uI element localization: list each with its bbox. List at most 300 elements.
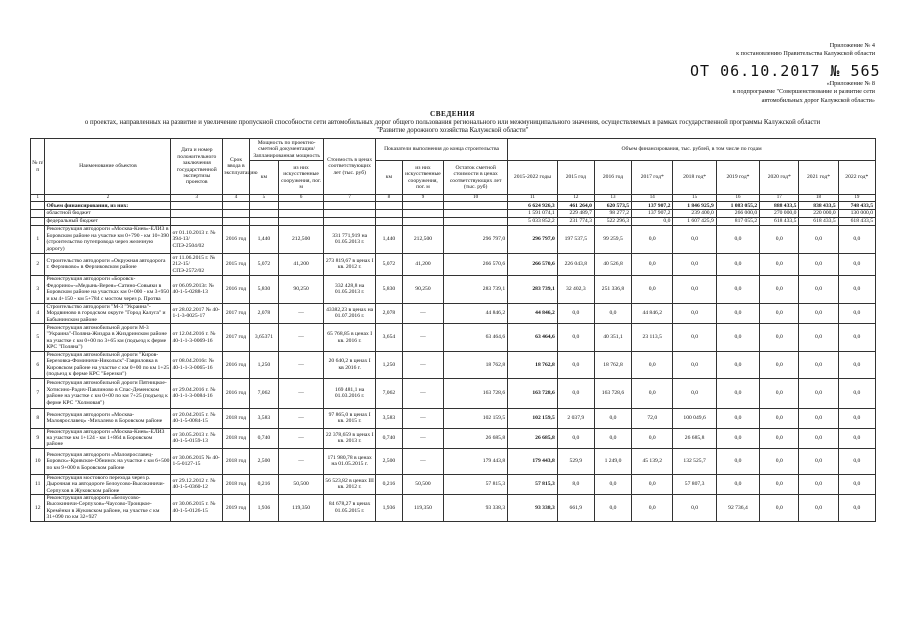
estimate-remaining: 296 797,0 — [444, 225, 508, 253]
finance-year: 26 685,8 — [673, 428, 716, 448]
commission-term: 2018 год — [223, 474, 250, 494]
summary-empty — [278, 202, 323, 210]
cost-value: 332 428,8 на 01.05.2013 г. — [324, 275, 376, 303]
finance-year: 57 807,3 — [673, 474, 716, 494]
end-km: 7,062 — [375, 378, 402, 408]
expertise-ref: от 29.12.2012 г. № 40-1-5-0360-12 — [171, 474, 223, 494]
cost-value: 20 640,2 в ценах I кв 2016 г. — [324, 352, 376, 379]
col-y2020: 2020 год* — [760, 161, 799, 195]
finance-year: 0,0 — [838, 225, 875, 253]
col-y2016: 2016 год — [594, 161, 631, 195]
finance-year: 0,0 — [632, 352, 673, 379]
end-artificial: 119,350 — [402, 495, 443, 522]
power-km: 1,440 — [249, 225, 278, 253]
summary-row — [31, 202, 876, 210]
object-name: Реконструкция автомобильной дороги М-3 "Украина"-Поляна-Жиздра в Жиздринском районе на участке с км 0+00 по 3+65 км (подъезд к ферме КРС "Поляна") — [45, 324, 171, 352]
summary-empty — [402, 202, 443, 210]
col-y2015: 2015 год — [557, 161, 594, 195]
power-artificial: 119,350 — [278, 495, 323, 522]
column-number: 5 — [249, 195, 278, 202]
summary-empty — [31, 202, 45, 210]
commission-term: 2016 год — [223, 352, 250, 379]
object-name: Реконструкция автодороги «Москва-Киев»-ЕЛИЗ в Боровском районе на участке км 0+790 - км 10+390 (строительство путепровода через железную дорогу) — [46, 226, 169, 252]
summary-value: 618 433,5 — [799, 218, 838, 226]
end-km: 1,250 — [375, 352, 402, 379]
column-number: 15 — [673, 195, 716, 202]
finance-year: 0,0 — [557, 352, 594, 379]
row-number: 3 — [31, 275, 45, 303]
summary-value: 137 907,2 — [632, 202, 673, 210]
estimate-remaining: 283 739,1 — [444, 275, 508, 303]
col-end-km: км — [375, 161, 402, 195]
summary-empty — [278, 210, 323, 218]
expertise-ref: от 12.04.2016 г. № 40-1-1-3-0069-16 — [171, 324, 223, 352]
finance-year: 92 736,4 — [716, 495, 759, 522]
finance-year: 197 537,5 — [557, 225, 594, 253]
summary-value: 0,0 — [632, 218, 673, 226]
finance-year: 0,0 — [799, 303, 838, 323]
column-number: 18 — [799, 195, 838, 202]
finance-total: 93 338,3 — [508, 495, 558, 522]
col-estimate: Остаток сметной стоимости в ценах соответствующих лет (тыс. руб) — [444, 161, 508, 195]
cost-value: 331 771,919 на 01.05.2013 г. — [324, 225, 376, 253]
power-km: 0,740 — [249, 428, 278, 448]
estimate-remaining: 179 443,8 — [444, 448, 508, 474]
col-expert: Дата и номер положительного заключения государственной экспертизы проектов — [171, 139, 223, 195]
end-km: 3,654 — [375, 324, 402, 352]
power-km: 3,583 — [249, 408, 278, 428]
summary-value: 239 400,0 — [673, 210, 716, 218]
power-artificial: — — [278, 324, 323, 352]
program-line2: к подпрограмме "Совершенствование и развитие сети — [732, 88, 875, 96]
end-artificial: 212,500 — [402, 225, 443, 253]
summary-empty — [444, 218, 508, 226]
row-number: 12 — [31, 495, 45, 522]
expertise-ref: от 30.05.2013 г. № 40-1-5-0159-13 — [171, 428, 223, 448]
column-number: 3 — [171, 195, 223, 202]
summary-empty — [278, 218, 323, 226]
row-number: 2 — [31, 253, 45, 275]
power-artificial: — — [278, 428, 323, 448]
col-km: км — [249, 161, 278, 195]
finance-year: 0,0 — [673, 324, 716, 352]
finance-total: 102 159,5 — [508, 408, 558, 428]
finance-year: 0,0 — [799, 474, 838, 494]
summary-value: 748 433,5 — [838, 202, 875, 210]
estimate-remaining: 63 464,6 — [444, 324, 508, 352]
object-name: Реконструкция автодороги «Малоярославец-Боровск»-Кривское-Обнинск на участке с км 6+500 по км 9+000 в Боровском районе — [45, 448, 171, 474]
finance-year: 0,0 — [799, 225, 838, 253]
finance-year: 0,0 — [799, 378, 838, 408]
end-artificial: 41,200 — [402, 253, 443, 275]
finance-year: 0,0 — [716, 428, 759, 448]
col-y2021: 2021 год* — [799, 161, 838, 195]
column-number: 17 — [760, 195, 799, 202]
expertise-ref: от 06.09.2013г. № 40-1-5-0288-13 — [171, 275, 223, 303]
finance-total: 179 443,8 — [508, 448, 558, 474]
finance-year: 0,0 — [838, 448, 875, 474]
finance-year: 100 049,6 — [673, 408, 716, 428]
power-artificial: — — [278, 408, 323, 428]
finance-year: 0,0 — [557, 428, 594, 448]
row-number: 7 — [31, 378, 45, 408]
finance-year: 0,0 — [673, 253, 716, 275]
column-number-row — [31, 195, 876, 202]
end-artificial: 50,500 — [402, 474, 443, 494]
row-number: 5 — [31, 324, 45, 352]
summary-empty — [444, 202, 508, 210]
finance-year: 0,0 — [673, 495, 716, 522]
appendix-sub: к постановлению Правительства Калужской области — [736, 50, 875, 58]
finance-year: 0,0 — [594, 495, 631, 522]
summary-empty — [375, 202, 402, 210]
end-km: 2,078 — [375, 303, 402, 323]
finance-year: 0,0 — [594, 474, 631, 494]
object-name: Реконструкция автодороги «Боровск-Федорино»-«Медынь-Верея»-Сатино-Совьяки в Боровском районе на участках км 0+000 - км 3+950 и км 4+150 - км 5+784 с мостом через р. Протва — [46, 276, 170, 302]
finance-year: 0,0 — [716, 303, 759, 323]
summary-value: 522 296,3 — [594, 218, 631, 226]
decree-stamp: ОТ 06.10.2017 № 565 — [690, 62, 881, 80]
cost-value: 273 819,67 в ценах I кв. 2012 г. — [324, 253, 376, 275]
column-number: 19 — [838, 195, 875, 202]
finance-year: 0,0 — [760, 448, 799, 474]
power-artificial: — — [278, 448, 323, 474]
column-number: 11 — [508, 195, 558, 202]
row-number: 4 — [31, 303, 45, 323]
col-finance: Объем финансирования, тыс. рублей, в том числе по годам — [508, 139, 876, 161]
summary-value: 1 846 925,9 — [673, 202, 716, 210]
object-name: Реконструкция автодороги «Москва-Малоярославец» -Михалево в Боровском районе — [45, 408, 171, 428]
summary-value: 1 083 055,2 — [716, 202, 759, 210]
summary-value: 461 264,0 — [557, 202, 594, 210]
finance-year: 0,0 — [632, 225, 673, 253]
estimate-remaining: 163 728,6 — [444, 378, 508, 408]
power-km: 2,500 — [249, 448, 278, 474]
expertise-ref: от 20.04.2015 г. № 40-1-5-0084-15 — [171, 408, 223, 428]
finance-year: 0,0 — [799, 275, 838, 303]
program-line3: автомобильных дорог Калужской области» — [761, 96, 875, 104]
column-number: 14 — [632, 195, 673, 202]
end-artificial: — — [402, 428, 443, 448]
title-main: СВЕДЕНИЯ — [430, 110, 475, 118]
finance-year: 0,0 — [632, 474, 673, 494]
program-line1: «Приложение № 8 — [826, 80, 875, 87]
finance-year: 99 259,5 — [594, 225, 631, 253]
summary-empty — [171, 218, 223, 226]
finance-year: 0,0 — [716, 253, 759, 275]
summary-value: 6 624 926,3 — [508, 202, 558, 210]
cost-value: 56 523,82 в ценах III кв. 2012 г. — [324, 474, 376, 494]
finance-year: 0,0 — [594, 303, 631, 323]
appendix-label: Приложение № 4 — [829, 42, 875, 49]
summary-row — [31, 218, 876, 226]
col-y2018: 2018 год* — [673, 161, 716, 195]
table-body — [31, 195, 876, 522]
finance-year: 0,0 — [838, 495, 875, 522]
table-row — [31, 474, 876, 494]
finance-year: 0,0 — [716, 225, 759, 253]
summary-value: 130 000,0 — [838, 210, 875, 218]
estimate-remaining: 18 762,8 — [444, 352, 508, 379]
finance-year: 0,0 — [673, 275, 716, 303]
cost-value: 43382,23 в ценах на 01.07.2016 г. — [324, 303, 376, 323]
end-km: 1,440 — [375, 225, 402, 253]
finance-year: 251 336,8 — [594, 275, 631, 303]
finance-year: 0,0 — [716, 448, 759, 474]
summary-label: областной бюджет — [45, 210, 171, 218]
finance-year: 0,0 — [632, 495, 673, 522]
col-artif: из них искусственные сооружения, пог. м — [278, 161, 323, 195]
row-number: 1 — [31, 225, 45, 253]
summary-value: 1 591 074,1 — [508, 210, 558, 218]
finance-year: 0,0 — [760, 474, 799, 494]
finance-year: 661,9 — [557, 495, 594, 522]
finance-year: 0,0 — [716, 275, 759, 303]
end-km: 0,740 — [375, 428, 402, 448]
finance-year: 0,0 — [760, 378, 799, 408]
summary-empty — [249, 218, 278, 226]
commission-term: 2015 год — [223, 253, 250, 275]
row-number: 10 — [31, 448, 45, 474]
power-artificial: 41,200 — [278, 253, 323, 275]
finance-year: 0,0 — [594, 408, 631, 428]
title-line1: о проектах, направленных на развитие и увеличение пропускной способности сети автомобильных дорог общего пользования регионального или межмуниципального значения, осуществляемых в рамках государственной программы Калужской области — [84, 119, 821, 126]
end-artificial: — — [402, 378, 443, 408]
finance-year: 0,0 — [760, 225, 799, 253]
finance-year: 2 037,9 — [557, 408, 594, 428]
finance-year: 0,0 — [632, 378, 673, 408]
finance-year: 0,0 — [799, 253, 838, 275]
finance-year: 529,9 — [557, 448, 594, 474]
finance-year: 0,0 — [799, 448, 838, 474]
finance-year: 40 351,1 — [594, 324, 631, 352]
expertise-ref: от 30.06.2015 г. № 40-1-5-0126-15 — [171, 495, 223, 522]
title-line2: "Развитие дорожного хозяйства Калужской области" — [376, 127, 529, 134]
finance-year: 0,0 — [716, 378, 759, 408]
finance-year: 0,0 — [838, 352, 875, 379]
end-km: 5,072 — [375, 253, 402, 275]
summary-value: 838 433,5 — [799, 202, 838, 210]
power-artificial: 90,250 — [278, 275, 323, 303]
column-number: 13 — [594, 195, 631, 202]
summary-value: 817 055,2 — [716, 218, 759, 226]
finance-year: 18 762,8 — [594, 352, 631, 379]
finance-year: 0,0 — [799, 428, 838, 448]
summary-empty — [324, 218, 376, 226]
summary-value: 618 433,5 — [760, 218, 799, 226]
finance-year: 0,0 — [557, 303, 594, 323]
estimate-remaining: 57 815,3 — [444, 474, 508, 494]
estimate-remaining: 44 846,2 — [444, 303, 508, 323]
column-number: 2 — [45, 195, 171, 202]
commission-term: 2019 год — [223, 495, 250, 522]
finance-year: 1 249,0 — [594, 448, 631, 474]
col-end-artif: из них искусственные сооружения, пог. м — [402, 161, 443, 195]
column-number: 10 — [444, 195, 508, 202]
summary-value: 266 000,0 — [716, 210, 759, 218]
commission-term: 2016 год — [223, 378, 250, 408]
summary-value: 270 000,0 — [760, 210, 799, 218]
column-number: 8 — [375, 195, 402, 202]
finance-year: 0,0 — [799, 408, 838, 428]
finance-year: 0,0 — [760, 352, 799, 379]
summary-value: 98 277,2 — [594, 210, 631, 218]
end-artificial: 90,250 — [402, 275, 443, 303]
finance-year: 0,0 — [838, 275, 875, 303]
col-y2017: 2017 год* — [632, 161, 673, 195]
finance-year: 0,0 — [799, 352, 838, 379]
object-name: Строительство автодороги "М-3 "Украина"-Мордвиново в городском округе "Город Калуга" и Бабынинском районе — [45, 303, 171, 323]
table-row — [31, 324, 876, 352]
finance-year: 0,0 — [838, 303, 875, 323]
finance-year: 0,0 — [760, 275, 799, 303]
finance-year: 0,0 — [716, 408, 759, 428]
power-km: 1,250 — [249, 352, 278, 379]
object-name: Реконструкция автодороги «Москва-Киев»-ЕЛИЗ на участке км 1+124 - км 1+864 в Боровском районе — [45, 428, 171, 448]
summary-value: 229 489,7 — [557, 210, 594, 218]
column-number: 7 — [324, 195, 376, 202]
expertise-ref: от 28.02.2017 № 40-1-1-3-0025-17 — [171, 303, 223, 323]
summary-empty — [249, 202, 278, 210]
table-row — [31, 408, 876, 428]
document-title — [0, 110, 905, 135]
program-header — [733, 80, 875, 105]
summary-empty — [402, 210, 443, 218]
finance-year: 0,0 — [799, 495, 838, 522]
summary-label: Объем финансирования, из них: — [45, 202, 171, 210]
finance-year: 0,0 — [760, 408, 799, 428]
finance-year: 0,0 — [673, 352, 716, 379]
finance-year: 0,0 — [716, 352, 759, 379]
finance-total: 26 685,8 — [508, 428, 558, 448]
end-artificial: — — [402, 303, 443, 323]
commission-term: 2018 год — [223, 408, 250, 428]
estimate-remaining: 93 338,3 — [444, 495, 508, 522]
summary-value: 620 573,5 — [594, 202, 631, 210]
estimate-remaining: 102 159,5 — [444, 408, 508, 428]
power-artificial: — — [278, 378, 323, 408]
summary-value: 888 433,5 — [760, 202, 799, 210]
col-y-total: 2015-2022 годы — [508, 161, 558, 195]
table-row — [31, 275, 876, 303]
finance-year: 40 526,8 — [594, 253, 631, 275]
end-artificial: — — [402, 324, 443, 352]
col-power: Мощность по проектно-сметной документации/Запланированная мощность — [249, 139, 323, 161]
expertise-ref: от 08.04.2016г. № 40-1-1-3-0065-16 — [171, 352, 223, 379]
finance-year: 0,0 — [632, 428, 673, 448]
object-name: Реконструкция автомобильной дороги "Киров-Березовка-Фоминичи-Никольск"-Гавриловка в Кировском районе на участке с км 0+00 по км 1+25 (подъезд к ферме КРС "Березки") — [46, 352, 170, 378]
finance-year: 132 525,7 — [673, 448, 716, 474]
finance-total: 163 728,6 — [508, 378, 558, 408]
column-number: 4 — [223, 195, 250, 202]
cost-value: 171 980,78 в ценах на 01.05.2015 г. — [324, 448, 376, 474]
finance-total: 18 762,8 — [508, 352, 558, 379]
cost-value: 169 481,1 на 01.03.2016 г. — [324, 378, 376, 408]
object-name: Строительство автодороги «Окружная автодорога г. Ферзиково» в Ферзиковском районе — [45, 253, 171, 275]
finance-year: 0,0 — [760, 324, 799, 352]
finance-year: 0,0 — [838, 408, 875, 428]
finance-year: 226 043,8 — [557, 253, 594, 275]
finance-year: 0,0 — [760, 253, 799, 275]
table-row — [31, 225, 876, 253]
summary-empty — [31, 210, 45, 218]
end-artificial: — — [402, 408, 443, 428]
power-km: 3,65371 — [249, 324, 278, 352]
table-row — [31, 253, 876, 275]
table-row — [31, 428, 876, 448]
summary-value: 5 033 852,2 — [508, 218, 558, 226]
finance-year: 0,0 — [557, 324, 594, 352]
table-row — [31, 448, 876, 474]
finance-year: 0,0 — [760, 428, 799, 448]
projects-table — [30, 138, 876, 522]
expertise-ref: от 01.10.2013 г. № 394-13/СПЭ-2504/02 — [171, 225, 223, 253]
finance-total: 283 739,1 — [508, 275, 558, 303]
summary-empty — [324, 210, 376, 218]
power-km: 7,062 — [249, 378, 278, 408]
cost-value: 84 678,27 в ценах 01.05.2015 г. — [324, 495, 376, 522]
finance-year: 45 139,2 — [632, 448, 673, 474]
end-km: 1,936 — [375, 495, 402, 522]
summary-label: федеральный бюджет — [45, 218, 171, 226]
end-km: 0,216 — [375, 474, 402, 494]
table-row — [31, 303, 876, 323]
power-km: 2,078 — [249, 303, 278, 323]
finance-year: 0,0 — [838, 253, 875, 275]
finance-year: 0,0 — [632, 253, 673, 275]
finance-year: 0,0 — [838, 324, 875, 352]
end-artificial: — — [402, 448, 443, 474]
finance-year: 0,0 — [716, 324, 759, 352]
cost-value: 65 768,85 в ценах I кв. 2016 г. — [324, 324, 376, 352]
column-number: 6 — [278, 195, 323, 202]
row-number: 8 — [31, 408, 45, 428]
summary-value: 137 907,2 — [632, 210, 673, 218]
row-number: 11 — [31, 474, 45, 494]
summary-empty — [31, 218, 45, 226]
column-number: 1 — [31, 195, 45, 202]
finance-total: 44 846,2 — [508, 303, 558, 323]
summary-empty — [375, 218, 402, 226]
table-row — [31, 378, 876, 408]
estimate-remaining: 266 570,6 — [444, 253, 508, 275]
cost-value: 97 865,0 в ценах I кв. 2015 г. — [324, 408, 376, 428]
finance-year: 0,0 — [838, 474, 875, 494]
finance-year: 0,0 — [799, 324, 838, 352]
summary-empty — [171, 210, 223, 218]
column-number: 12 — [557, 195, 594, 202]
expertise-ref: от 11.06.2015 г. № 212-15/СПЭ-2572/02 — [171, 253, 223, 275]
commission-term: 2016 год — [223, 275, 250, 303]
finance-year: 0,0 — [838, 378, 875, 408]
column-number: 9 — [402, 195, 443, 202]
end-km: 5,830 — [375, 275, 402, 303]
finance-year: 32 402,3 — [557, 275, 594, 303]
commission-term: 2018 год — [223, 428, 250, 448]
end-artificial: — — [402, 352, 443, 379]
summary-empty — [223, 218, 250, 226]
col-term: Срок ввода в эксплуатацию — [223, 139, 250, 195]
finance-year: 0,0 — [760, 495, 799, 522]
commission-term: 2016 год — [223, 225, 250, 253]
commission-term: 2017 год — [223, 303, 250, 323]
finance-total: 266 570,6 — [508, 253, 558, 275]
power-km: 5,072 — [249, 253, 278, 275]
finance-year: 44 846,2 — [632, 303, 673, 323]
finance-year: 0,0 — [673, 225, 716, 253]
power-km: 1,936 — [249, 495, 278, 522]
end-km: 2,500 — [375, 448, 402, 474]
